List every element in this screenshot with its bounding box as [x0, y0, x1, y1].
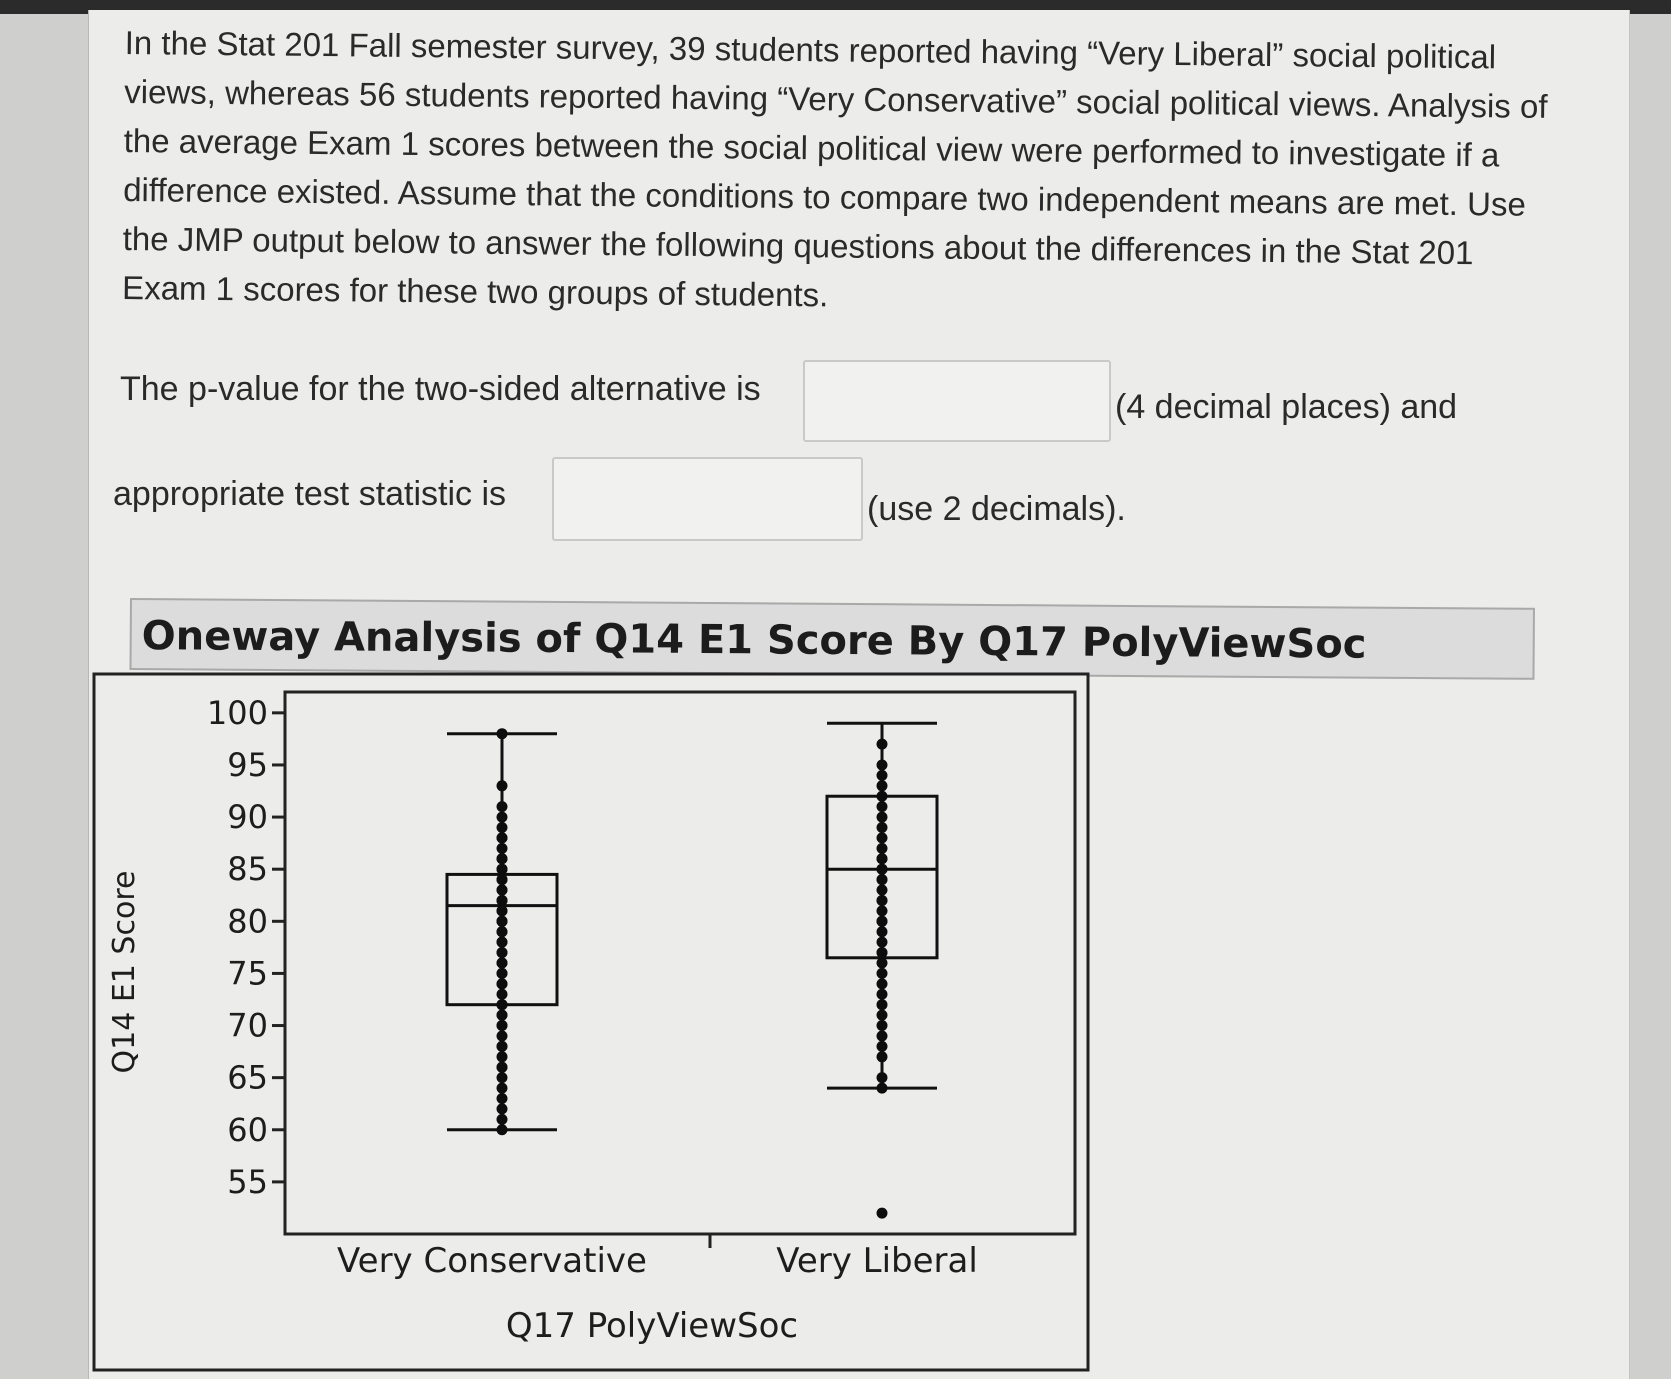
data-point — [877, 978, 888, 989]
data-point — [877, 759, 888, 770]
tstat-prompt: appropriate test statistic is — [113, 475, 507, 513]
pvalue-hint: (4 decimal places) and — [1115, 388, 1458, 426]
data-point — [877, 832, 888, 843]
plot-frame — [285, 692, 1075, 1234]
y-tick-label: 55 — [227, 1162, 268, 1201]
data-point — [497, 1041, 508, 1052]
data-point — [877, 874, 888, 885]
data-point — [497, 905, 508, 916]
data-point — [497, 728, 508, 739]
data-point — [497, 1083, 508, 1094]
data-point — [497, 958, 508, 969]
data-point — [877, 1041, 888, 1052]
data-point — [497, 999, 508, 1010]
data-point — [877, 801, 888, 812]
data-point — [497, 937, 508, 948]
data-point — [497, 812, 508, 823]
y-tick-label: 95 — [227, 745, 268, 784]
data-point — [877, 1010, 888, 1021]
data-point — [877, 937, 888, 948]
data-point — [877, 905, 888, 916]
data-point — [497, 1020, 508, 1031]
data-point — [497, 895, 508, 906]
x-category-label: Very Liberal — [776, 1241, 978, 1281]
data-point — [877, 739, 888, 750]
x-category-label: Very Conservative — [337, 1241, 647, 1281]
data-point — [877, 1083, 888, 1094]
data-point — [497, 822, 508, 833]
data-point — [877, 780, 888, 791]
data-point — [497, 978, 508, 989]
y-tick-label: 60 — [227, 1110, 268, 1149]
y-tick-label: 65 — [227, 1058, 268, 1097]
data-point — [497, 853, 508, 864]
data-point — [497, 832, 508, 843]
test-statistic-answer-input[interactable] — [552, 457, 863, 541]
y-tick-label: 70 — [227, 1006, 268, 1045]
y-tick-label: 80 — [227, 902, 268, 941]
data-point — [877, 791, 888, 802]
data-point — [877, 999, 888, 1010]
data-point — [497, 1124, 508, 1135]
data-point — [877, 885, 888, 896]
tstat-hint: (use 2 decimals). — [867, 490, 1126, 528]
data-point — [877, 968, 888, 979]
y-tick-label: 75 — [227, 954, 268, 993]
data-point — [497, 926, 508, 937]
y-axis-label: Q14 E1 Score — [107, 870, 142, 1074]
data-point — [497, 885, 508, 896]
y-tick-label: 90 — [227, 798, 268, 837]
data-point — [877, 853, 888, 864]
data-point — [497, 843, 508, 854]
data-point — [497, 916, 508, 927]
x-axis-label: Q17 PolyViewSoc — [505, 1306, 799, 1346]
data-point — [877, 958, 888, 969]
data-point — [497, 1030, 508, 1041]
data-point — [877, 1051, 888, 1062]
data-point — [877, 1020, 888, 1031]
data-point — [877, 843, 888, 854]
data-point — [877, 895, 888, 906]
oneway-chart — [92, 672, 1090, 1372]
data-point — [877, 1208, 888, 1219]
data-point — [497, 968, 508, 979]
data-point — [497, 780, 508, 791]
data-point — [497, 1010, 508, 1021]
data-point — [497, 874, 508, 885]
pvalue-prompt: The p-value for the two-sided alternative is — [120, 370, 761, 408]
data-point — [877, 864, 888, 875]
data-point — [497, 1093, 508, 1104]
data-point — [877, 1030, 888, 1041]
boxplot-svg — [92, 672, 1090, 1372]
data-point — [497, 947, 508, 958]
data-point — [497, 1051, 508, 1062]
data-point — [877, 822, 888, 833]
data-point — [497, 989, 508, 1000]
pvalue-answer-input[interactable] — [803, 360, 1111, 442]
data-point — [497, 1062, 508, 1073]
y-tick-label: 85 — [227, 850, 268, 889]
data-point — [497, 1103, 508, 1114]
data-point — [877, 812, 888, 823]
data-point — [497, 1114, 508, 1125]
question-text: In the Stat 201 Fall semester survey, 39 students reported having “Very Liberal” social political views, whereas 56 students reported having “Very Conservative” social political views. Analysis of the average Exam 1 scores between the social political view were performed to investigate if a difference existed. Assume that the conditions to compare two independent means are met. Use the JMP output below to answer the following questions about the differences in the Stat 201 Exam 1 scores for these two groups of students. — [121, 23, 1548, 314]
y-tick-label: 100 — [206, 693, 268, 732]
data-point — [877, 1072, 888, 1083]
data-point — [877, 989, 888, 1000]
data-point — [877, 916, 888, 927]
data-point — [497, 1072, 508, 1083]
data-point — [877, 947, 888, 958]
data-point — [497, 801, 508, 812]
report-title: Oneway Analysis of Q14 E1 Score By Q17 PolyViewSoc — [129, 598, 1534, 680]
data-point — [497, 864, 508, 875]
data-point — [877, 926, 888, 937]
data-point — [877, 770, 888, 781]
